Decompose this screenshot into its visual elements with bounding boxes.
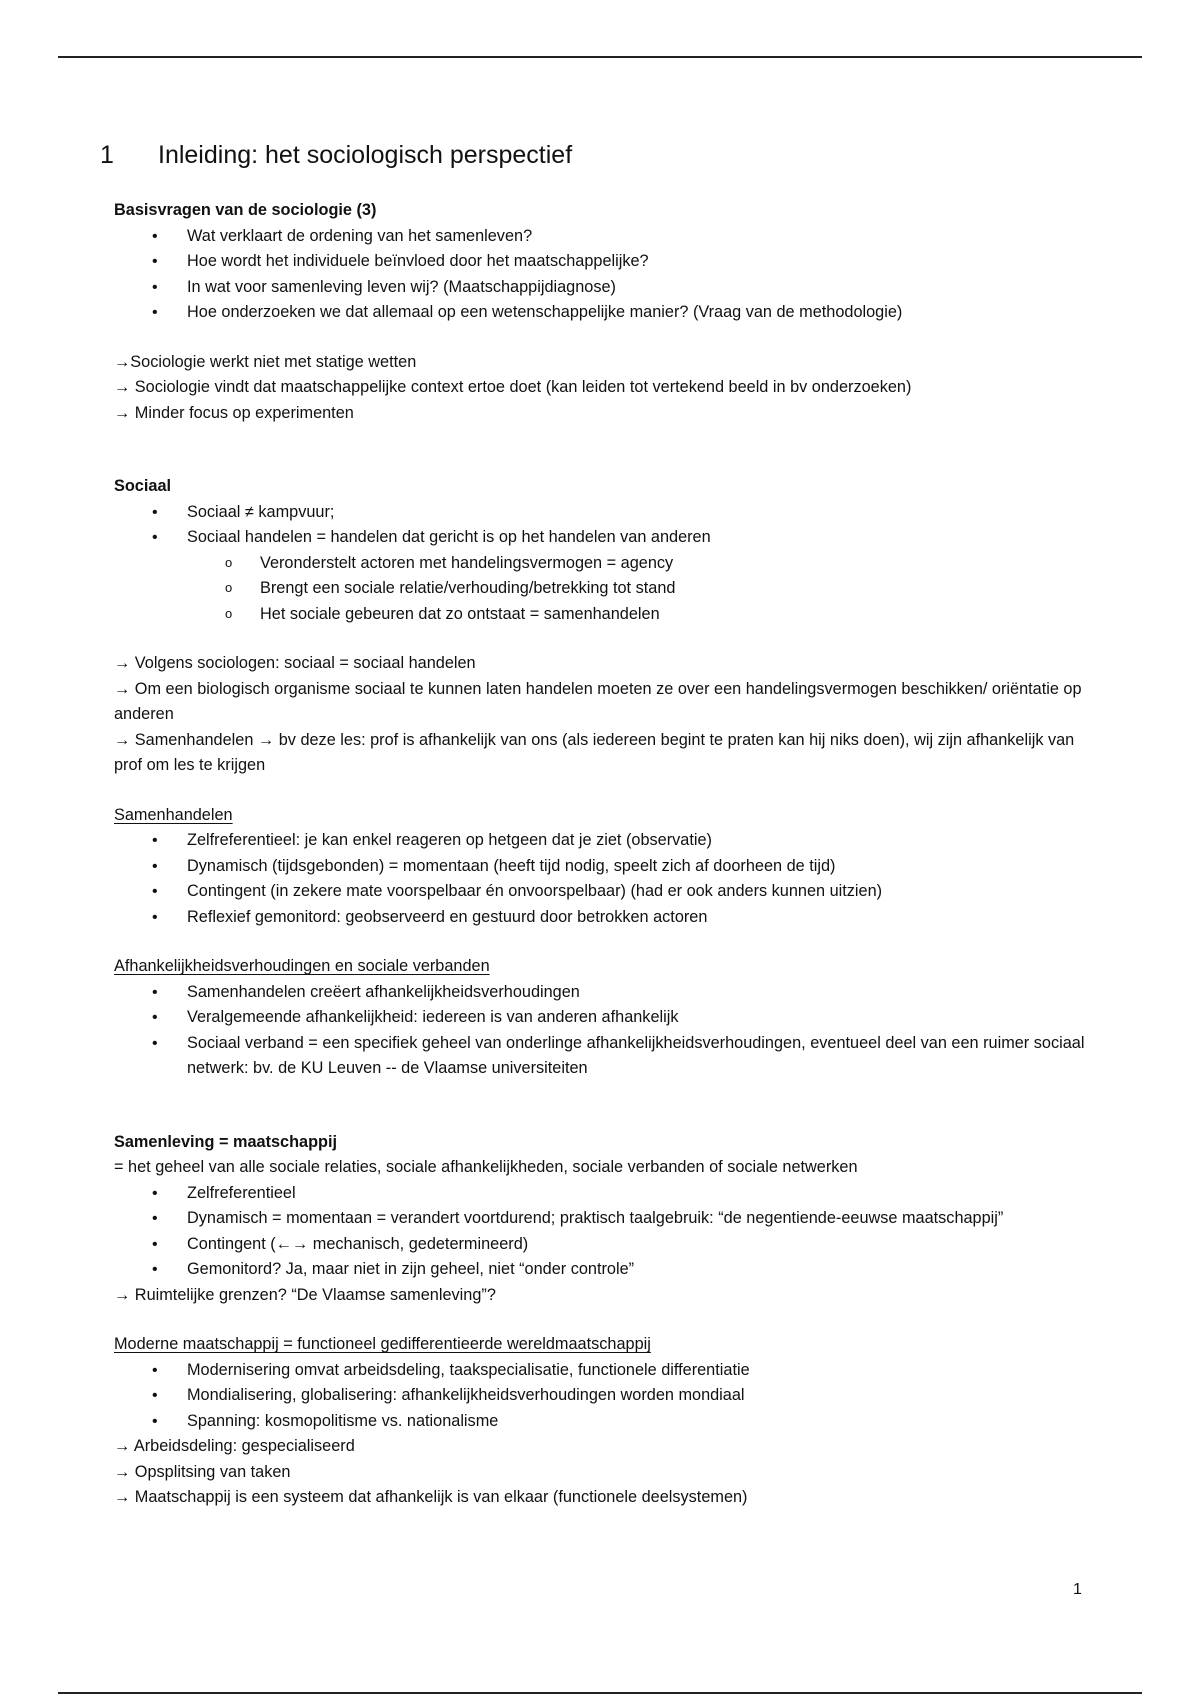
note-line: → Arbeidsdeling: gespecialiseerd (114, 1437, 355, 1455)
list-item: • Reflexief gemonitord: geobserveerd en gestuurd door betrokken actoren (114, 905, 1094, 931)
list-item: • Gemonitord? Ja, maar niet in zijn geheel, niet “onder controle” (114, 1257, 1094, 1283)
note-line: →Sociologie werkt niet met statige wetten (114, 352, 417, 371)
header-rule (58, 56, 1142, 58)
samenhandelen-list (114, 828, 1094, 930)
list-item: • Contingent (←→ mechanisch, gedetermineerd) (114, 1232, 1094, 1258)
list-item: • Dynamisch = momentaan = verandert voortdurend; praktisch taalgebruik: “de negentiende-eeuwse maatschappij” (114, 1206, 1094, 1232)
chapter-title: Inleiding: het sociologisch perspectief (158, 141, 573, 169)
list-item: • Sociaal verband = een specifiek geheel van onderlinge afhankelijkheidsverhoudingen, eventueel deel van een ruimer sociaal netwerk: bv. de KU Leuven -- de Vlaamse universiteiten (114, 1031, 1094, 1082)
section-title-afhankelijkheid: Afhankelijkheidsverhoudingen en sociale verbanden (114, 957, 490, 975)
section-title-basisvragen: Basisvragen van de sociologie (3) (114, 201, 377, 219)
afhankelijkheid-list (114, 980, 1094, 1082)
sub-list-item: o Veronderstelt actoren met handelingsvermogen = agency (114, 551, 1094, 577)
list-item: • Sociaal ≠ kampvuur; (114, 500, 1094, 526)
note-line: → Samenhandelen → bv deze les: prof is afhankelijk van ons (als iedereen begint te praten kan hij niks doen), wij zijn afhankelijk van prof om les te krijgen (114, 730, 1075, 774)
sub-list-item: o Het sociale gebeuren dat zo ontstaat = samenhandelen (114, 602, 1094, 628)
sociaal-sublist (114, 551, 1094, 628)
list-item: • Zelfreferentieel (114, 1181, 1094, 1207)
page-number: 1 (1073, 1581, 1082, 1598)
sociaal-list (114, 500, 1094, 551)
section-title-modern: Moderne maatschappij = functioneel gedifferentieerde wereldmaatschappij (114, 1335, 651, 1353)
note-line: → Minder focus op experimenten (114, 403, 354, 422)
note-line: → Opsplitsing van taken (114, 1462, 291, 1481)
note-line: → Ruimtelijke grenzen? “De Vlaamse samenleving”? (114, 1285, 496, 1304)
samenleving-list (114, 1181, 1094, 1283)
footer-rule (58, 1692, 1142, 1694)
basisvragen-list (114, 224, 1094, 326)
list-item: • Hoe wordt het individuele beïnvloed door het maatschappelijke? (114, 249, 1094, 275)
section-title-sociaal: Sociaal (114, 477, 172, 495)
page-body (114, 136, 1094, 1511)
list-item: • Contingent (in zekere mate voorspelbaar én onvoorspelbaar) (had er ook anders kunnen uitzien) (114, 879, 1094, 905)
note-line: → Volgens sociologen: sociaal = sociaal handelen (114, 654, 476, 672)
list-item: • Hoe onderzoeken we dat allemaal op een wetenschappelijke manier? (Vraag van de methodologie) (114, 300, 1094, 326)
chapter-number: 1 (100, 141, 114, 169)
list-item: • Sociaal handelen = handelen dat gericht is op het handelen van anderen (114, 525, 1094, 551)
list-item: • Veralgemeende afhankelijkheid: iedereen is van anderen afhankelijk (114, 1005, 1094, 1031)
definition-line: = het geheel van alle sociale relaties, sociale afhankelijkheden, sociale verbanden of sociale netwerken (114, 1158, 858, 1176)
sub-list-item: o Brengt een sociale relatie/verhouding/betrekking tot stand (114, 576, 1094, 602)
list-item: • Zelfreferentieel: je kan enkel reageren op hetgeen dat je ziet (observatie) (114, 828, 1094, 854)
list-item: • Spanning: kosmopolitisme vs. nationalisme (114, 1409, 1094, 1435)
list-item: • Modernisering omvat arbeidsdeling, taakspecialisatie, functionele differentiatie (114, 1358, 1094, 1384)
list-item: • In wat voor samenleving leven wij? (Maatschappijdiagnose) (114, 275, 1094, 301)
list-item: • Samenhandelen creëert afhankelijkheidsverhoudingen (114, 980, 1094, 1006)
list-item: • Wat verklaart de ordening van het samenleven? (114, 224, 1094, 250)
section-title-samenleving: Samenleving = maatschappij (114, 1132, 338, 1151)
section-title-samenhandelen: Samenhandelen (114, 805, 233, 824)
note-line: → Om een biologisch organisme sociaal te kunnen laten handelen moeten ze over een handelingsvermogen beschikken/ oriëntatie op anderen (114, 679, 1082, 723)
list-item: • Dynamisch (tijdsgebonden) = momentaan (heeft tijd nodig, speelt zich af doorheen de tijd) (114, 854, 1094, 880)
modern-list (114, 1358, 1094, 1435)
note-line: → Maatschappij is een systeem dat afhankelijk is van elkaar (functionele deelsystemen) (114, 1488, 748, 1506)
note-line: → Sociologie vindt dat maatschappelijke context ertoe doet (kan leiden tot vertekend beeld in bv onderzoeken) (114, 378, 912, 396)
list-item: • Mondialisering, globalisering: afhankelijkheidsverhoudingen worden mondiaal (114, 1383, 1094, 1409)
